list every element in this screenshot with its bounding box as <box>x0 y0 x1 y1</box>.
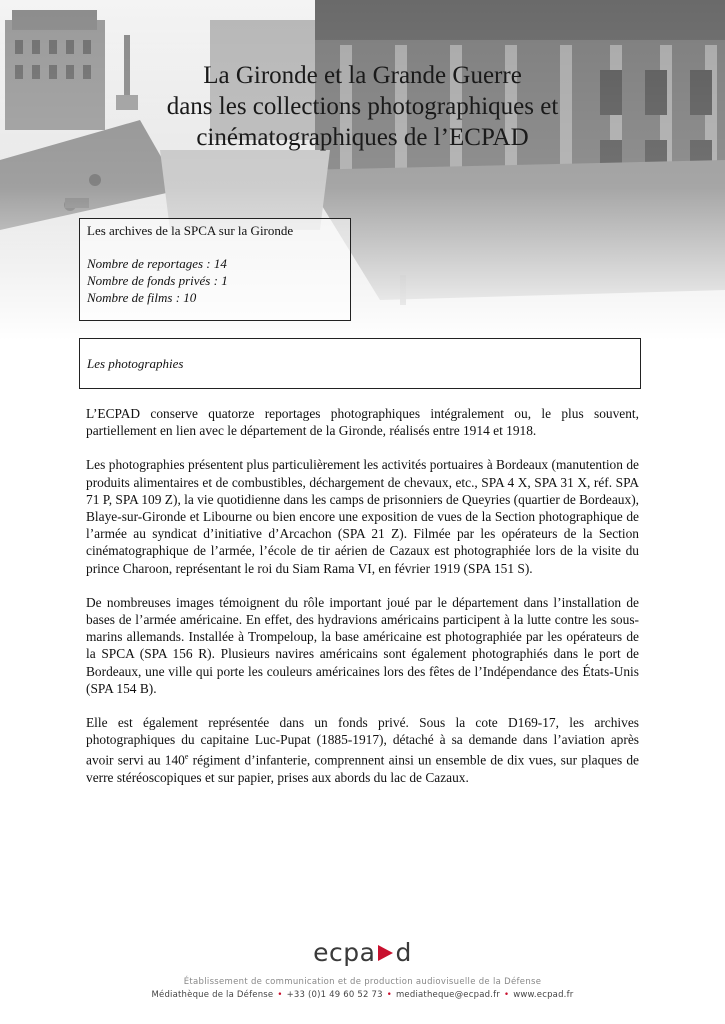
paragraph-2: Les photographies présentent plus particulièrement les activités portuaires à Bordeaux (manutention de produits alimentaires et de combustibles, déchargement de chevaux, etc., SPA 4 X, SPA 31 X, réf. SPA 71 P, SPA 109 Z), la vie quotidienne dans les camps de prisonniers de Queyries (quartier de Bordeaux), Blaye-sur-Gironde et Libourne ou bien encore une exposition de vues de la Section photographique de l’armée au syndicat d’initiative d’Arcachon (SPA 21 Z). Filmée par les opérateurs de la Section cinématographique de l’armée, l’école de tir aérien de Cazaux est photographiée lors de la visite du prince Charoon, représentant le roi du Siam Rama VI, en février 1919 (SPA 151 S). <box>86 457 639 576</box>
bullet-icon: • <box>277 990 283 1000</box>
summary-box <box>79 218 351 321</box>
logo-text-right: d <box>395 938 412 967</box>
logo-text-left: ecpa <box>313 938 376 967</box>
contact-email[interactable]: mediatheque@ecpad.fr <box>395 990 500 1000</box>
ordinal-superscript: e <box>184 752 189 762</box>
footer <box>0 938 725 1000</box>
paragraph-1: L’ECPAD conserve quatorze reportages photographiques intégralement ou, le plus souvent, partiellement en lien avec le département de la Gironde, réalisés entre 1914 et 1918. <box>86 406 639 439</box>
summary-item-fonds: Nombre de fonds privés : 1 <box>87 273 228 288</box>
paragraph-4-part-2: régiment d’infanterie, comprennent ainsi un ensemble de dix vues, sur plaques de verre stéréoscopiques et sur papier, prises aux abords du lac de Cazaux. <box>86 752 639 786</box>
document-title: La Gironde et la Grande Guerre dans les collections photographiques et cinématographiques de l’ECPAD <box>166 62 559 151</box>
contact-mediatheque: Médiathèque de la Défense <box>151 990 274 1000</box>
bullet-icon: • <box>386 990 392 1000</box>
footer-contact <box>0 990 725 1000</box>
section-heading: Les photographies <box>87 356 184 371</box>
summary-heading: Les archives de la SPCA sur la Gironde <box>87 223 294 238</box>
play-triangle-icon <box>378 945 393 961</box>
footer-tagline: Établissement de communication et de production audiovisuelle de la Défense <box>183 977 542 987</box>
section-heading-box <box>79 338 641 389</box>
paragraph-3: De nombreuses images témoignent du rôle important joué par le département dans l’installation de bases de l’armée américaine. En effet, des hydravions américains participent à la lutte contre les sous-marins allemands. Installée à Trompeloup, la base américaine est photographiée par les opérateurs de la SPCA (SPA 156 R). Plusieurs navires américains sont également photographiés dans le port de Bordeaux, une ville qui porte les couleurs américaines lors des fêtes de l’Indépendance des États-Unis (SPA 154 B). <box>86 594 639 696</box>
ecpad-logo <box>313 938 412 967</box>
contact-phone: +33 (0)1 49 60 52 73 <box>286 990 383 1000</box>
body-text <box>86 405 639 803</box>
summary-item-films: Nombre de films : 10 <box>87 290 197 305</box>
contact-website[interactable]: www.ecpad.fr <box>513 990 574 1000</box>
bullet-icon: • <box>503 990 510 1000</box>
paragraph-4 <box>86 714 639 786</box>
summary-item-reportages: Nombre de reportages : 14 <box>87 256 227 271</box>
paragraph-4-part-1: Elle est également représentée dans un fonds privé. Sous la cote D169-17, les archives photographiques du capitaine Luc-Pupat (1885-1917), détaché à sa demande dans l’aviation après avoir servi au 140 <box>86 715 639 768</box>
